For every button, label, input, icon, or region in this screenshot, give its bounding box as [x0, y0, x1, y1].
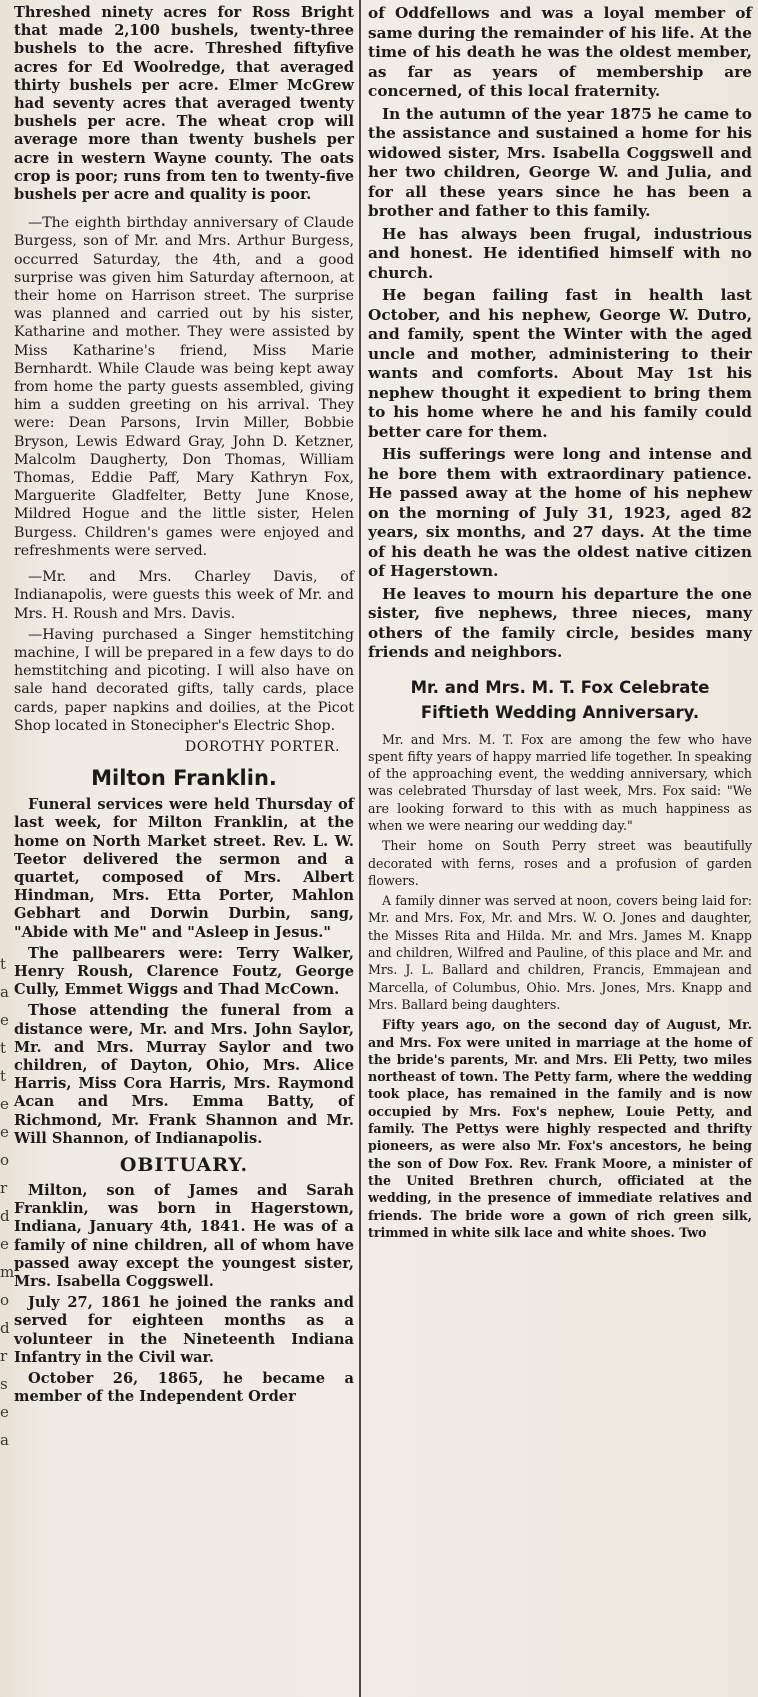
- obituary-continuation: [368, 4, 752, 663]
- edge-fragment: e: [0, 1011, 9, 1029]
- edge-fragment: o: [0, 1151, 10, 1169]
- singer-signature: DOROTHY PORTER.: [184, 738, 340, 755]
- autumn-1875-paragraph: In the autumn of the year 1875 he came to the assistance and sustained a home for his widowed sister, Mrs. Isabella Coggswell and her two children, George W. and Julia, and for all these years since he has been a brother and father to this family.: [368, 104, 752, 220]
- franklin-funeral-paragraph: Funeral services were held Thursday of last week, for Milton Franklin, at the home on North Market street. Rev. L. W. Teetor delivered the sermon and a quartet, composed of Mrs. Albert Hindman, Mrs. Etta Porter, Mahlon Gebhart and Dorwin Durbin, sang, "Abide with Me" and "Asleep in Jesus.": [14, 796, 354, 941]
- edge-fragment: r: [0, 1179, 8, 1197]
- edge-fragment: s: [0, 1375, 8, 1393]
- oddfellows-continuation-paragraph: of Oddfellows and was a loyal member of same during the remainder of his life. At the time of his death he was the oldest member, as far as years of membership are concerned, of this local fraternity.: [368, 4, 752, 100]
- left-column: [14, 4, 354, 1694]
- fox-dinner-paragraph: A family dinner was served at noon, covers being laid for: Mr. and Mrs. Fox, Mr. and Mrs. W. O. Jones and daughter, the Misses Rita and Hilda. Mr. and Mrs. James M. Knapp and children, Wilfred and Pauline, of this place and Mr. and Mrs. J. L. Ballard and children, Francis, Emmajean and Marcella, of Columbus, Ohio. Mrs. Jones, Mrs. Knapp and Mrs. Ballard being daughters.: [368, 893, 752, 1012]
- fox-heading-line-2: Fiftieth Wedding Anniversary.: [420, 702, 700, 722]
- fox-anniversary-article: [368, 731, 752, 1242]
- singer-paragraph: —Having purchased a Singer hemstitching machine, I will be prepared in a few days to do hemstitching and picoting. I will also have on sale hand decorated gifts, tally cards, place cards, paper napkins and doilies, at the Picot Shop located in Stonecipher's Electric Shop.: [14, 626, 354, 734]
- birthday-paragraph: —The eighth birthday anniversary of Claude Burgess, son of Mr. and Mrs. Arthur Burgess, occurred Saturday, the 4th, and a good surprise was given him Saturday afternoon, at their home on Harrison street. The surprise was planned and carried out by his sister, Katharine and mother. They were assisted by Miss Katharine's friend, Miss Marie Bernhardt. While Claude was being kept away from home the party guests assembled, giving him a sudden greeting on his arrival. They were: Dean Parsons, Irvin Miller, Bobbie Bryson, Lewis Edward Gray, John D. Ketzner, Malcolm Daugherty, Don Thomas, William Thomas, Eddie Paff, Mary Kathryn Fox, Marguerite Gladfelter, Betty June Knose, Mildred Hogue and the little sister, Helen Burgess. Children's games were enjoyed and refreshments were served.: [14, 215, 354, 559]
- mourn-paragraph: He leaves to mourn his departure the one sister, five nephews, three nieces, many others of the family circle, besides many friends and neighbors.: [368, 584, 752, 661]
- franklin-article: [14, 796, 354, 1406]
- fox-heading-line-1: Mr. and Mrs. M. T. Fox Celebrate: [410, 677, 710, 697]
- davis-paragraph: —Mr. and Mrs. Charley Davis, of Indianapolis, were guests this week of Mr. and Mrs. H. Roush and Mrs. Davis.: [14, 569, 354, 622]
- edge-fragment: e: [0, 1095, 9, 1113]
- edge-fragment: t: [0, 1067, 7, 1085]
- edge-fragment: e: [0, 1123, 9, 1141]
- franklin-heading: Milton Franklin.: [91, 766, 277, 791]
- fox-intro-paragraph: Mr. and Mrs. M. T. Fox are among the few who have spent fifty years of happy married life together. In speaking of the approaching event, the wedding anniversary, which was celebrated Thursday of last week, Mrs. Fox said: "We are looking forward to this with as much happiness as when we were nearing our wedding day.": [368, 731, 752, 833]
- fox-anniversary-heading: [368, 675, 752, 725]
- edge-fragment: e: [0, 1235, 9, 1253]
- edge-fragment: d: [0, 1207, 10, 1225]
- obituary-heading: OBITUARY.: [119, 1153, 249, 1176]
- edge-fragment: t: [0, 955, 7, 973]
- fox-fifty-years-paragraph: Fifty years ago, on the second day of August, Mr. and Mrs. Fox were united in marriage at the home of the bride's parents, Mr. and Mrs. Eli Petty, two miles northeast of town. The Petty farm, where the wedding took place, has remained in the family and is now occupied by Mrs. Fox's nephew, Louie Petty, and family. The Pettys were highly respected and thrifty pioneers, as were also Mr. Fox's ancestors, he being the son of Dow Fox. Rev. Frank Moore, a minister of the United Brethren church, officiated at the wedding, in the presence of immediate relatives and friends. The bride wore a gown of rich green silk, trimmed in white silk lace and white shoes. Two: [368, 1017, 752, 1240]
- edge-fragment: e: [0, 1403, 9, 1421]
- right-column: [368, 4, 752, 1694]
- threshing-paragraph: Threshed ninety acres for Ross Bright that made 2,100 bushels, twenty-three bushels to the acre. Threshed fiftyfive acres for Ed Woolredge, that averaged thirty bushels per acre. Elmer McGrew had seventy acres that averaged twenty bushels per acre. The wheat crop will average more than twenty bushels per acre in western Wayne county. The oats crop is poor; runs from ten to twenty-five bushels per acre and quality is poor.: [14, 4, 354, 204]
- failing-health-paragraph: He began failing fast in health last October, and his nephew, George W. Dutro, and family, spent the Winter with the aged uncle and mother, administering to their wants and comforts. About May 1st his nephew thought it expedient to bring them to his home where he and his family could better care for them.: [368, 286, 752, 441]
- edge-fragment: m: [0, 1263, 15, 1281]
- fox-home-paragraph: Their home on South Perry street was beautifully decorated with ferns, roses and a profusion of garden flowers.: [368, 838, 752, 888]
- franklin-pallbearers-paragraph: The pallbearers were: Terry Walker, Henry Roush, Clarence Foutz, George Cully, Emmet Wiggs and Thad McCown.: [14, 944, 354, 999]
- column-rule: [359, 0, 361, 1697]
- obituary-military-paragraph: July 27, 1861 he joined the ranks and served for eighteen months as a volunteer in the Nineteenth Indiana Infantry in the Civil war.: [14, 1294, 354, 1366]
- franklin-attending-paragraph: Those attending the funeral from a distance were, Mr. and Mrs. John Saylor, Mr. and Mrs. Murray Saylor and two children, of Dayton, Ohio, Mrs. Alice Harris, Miss Cora Harris, Mrs. Raymond Acan and Mrs. Emma Batty, of Richmond, Mr. Frank Shannon and Mr. Will Shannon, of Indianapolis.: [14, 1002, 354, 1147]
- frugal-paragraph: He has always been frugal, industrious and honest. He identified himself with no church.: [368, 224, 752, 282]
- obituary-oddfellows-paragraph: October 26, 1865, he became a member of the Independent Order: [14, 1370, 354, 1406]
- obituary-birth-paragraph: Milton, son of James and Sarah Franklin, was born in Hagerstown, Indiana, January 4th, 1841. He was of a family of nine children, all of whom have passed away except the youngest sister, Mrs. Isabella Coggswell.: [14, 1181, 354, 1290]
- edge-fragment: r: [0, 1347, 8, 1365]
- edge-fragment: o: [0, 1291, 10, 1309]
- edge-fragment: a: [0, 1431, 9, 1449]
- adjacent-column-fragments: [0, 950, 15, 1490]
- edge-fragment: d: [0, 1319, 10, 1337]
- edge-fragment: t: [0, 1039, 7, 1057]
- sufferings-paragraph: His sufferings were long and intense and he bore them with extraordinary patience. He passed away at the home of his nephew on the morning of July 31, 1923, aged 82 years, six months, and 27 days. At the time of his death he was the oldest native citizen of Hagerstown.: [368, 445, 752, 580]
- edge-fragment: a: [0, 983, 9, 1001]
